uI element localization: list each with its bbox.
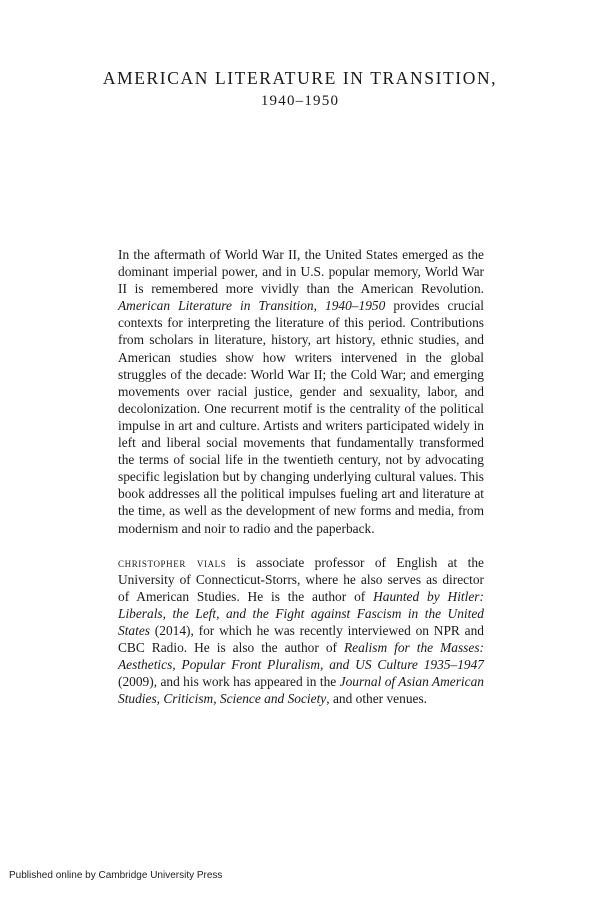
bio-text-4: , and other venues. [326,691,428,707]
bio-text-1: is associate professor of English at the University of Connecticut-Storrs, where he also serves as director of American Studies. He is the author of [118,554,484,604]
description-intro: In the aftermath of World War II, the United States emerged as the dominant imperial power, and in U.S. popular memory, World War II is remembered more vividly than the American Revolution. [118,247,484,297]
description-paragraph [118,246,484,537]
title-line-1: AMERICAN LITERATURE IN TRANSITION, [102,68,498,88]
author-name: christopher vials [118,554,227,570]
author-bio [118,554,484,708]
book-title [0,66,600,112]
bio-text-2: (2014), for which he was recently interviewed on NPR and CBC Radio. He is also the author of [118,622,484,656]
publisher-footer: Published online by Cambridge University Press [9,870,223,881]
bio-book-2: Realism for the Masses: Aesthetics, Popular Front Pluralism, and US Culture 1935–1947 [118,640,484,673]
title-line-2: 1940–1950 [260,93,340,109]
bio-book-1: Haunted by Hitler: Liberals, the Left, and the Fight against Fascism in the United States [118,588,484,638]
description-rest: provides crucial contexts for interpreting the literature of this period. Contributions from scholars in literature, history, art history, ethnic studies, and American studies show how writers intervened in the global struggles of the decade: World War II; the Cold War; and emerging movements over racial justice, gender and sexuality, labor, and decolonization. One recurrent motif is the centrality of the political impulse in art and culture. Artists and writers participated widely in left and liberal social movements that fundamentally transformed the terms of social life in the twentieth century, not by advocating specific legislation but by changing underlying cultural values. This book addresses all the political impulses fueling art and literature at the time, as well as the development of new forms and media, from modernism and noir to radio and the paperback. [118,298,484,536]
bio-journals: Journal of Asian American Studies, Criticism, Science and Society [118,674,484,707]
description-book-title: American Literature in Transition, 1940–1950 [118,298,386,314]
bio-text-3: (2009), and his work has appeared in the [118,674,340,690]
blurb-body [118,246,484,707]
